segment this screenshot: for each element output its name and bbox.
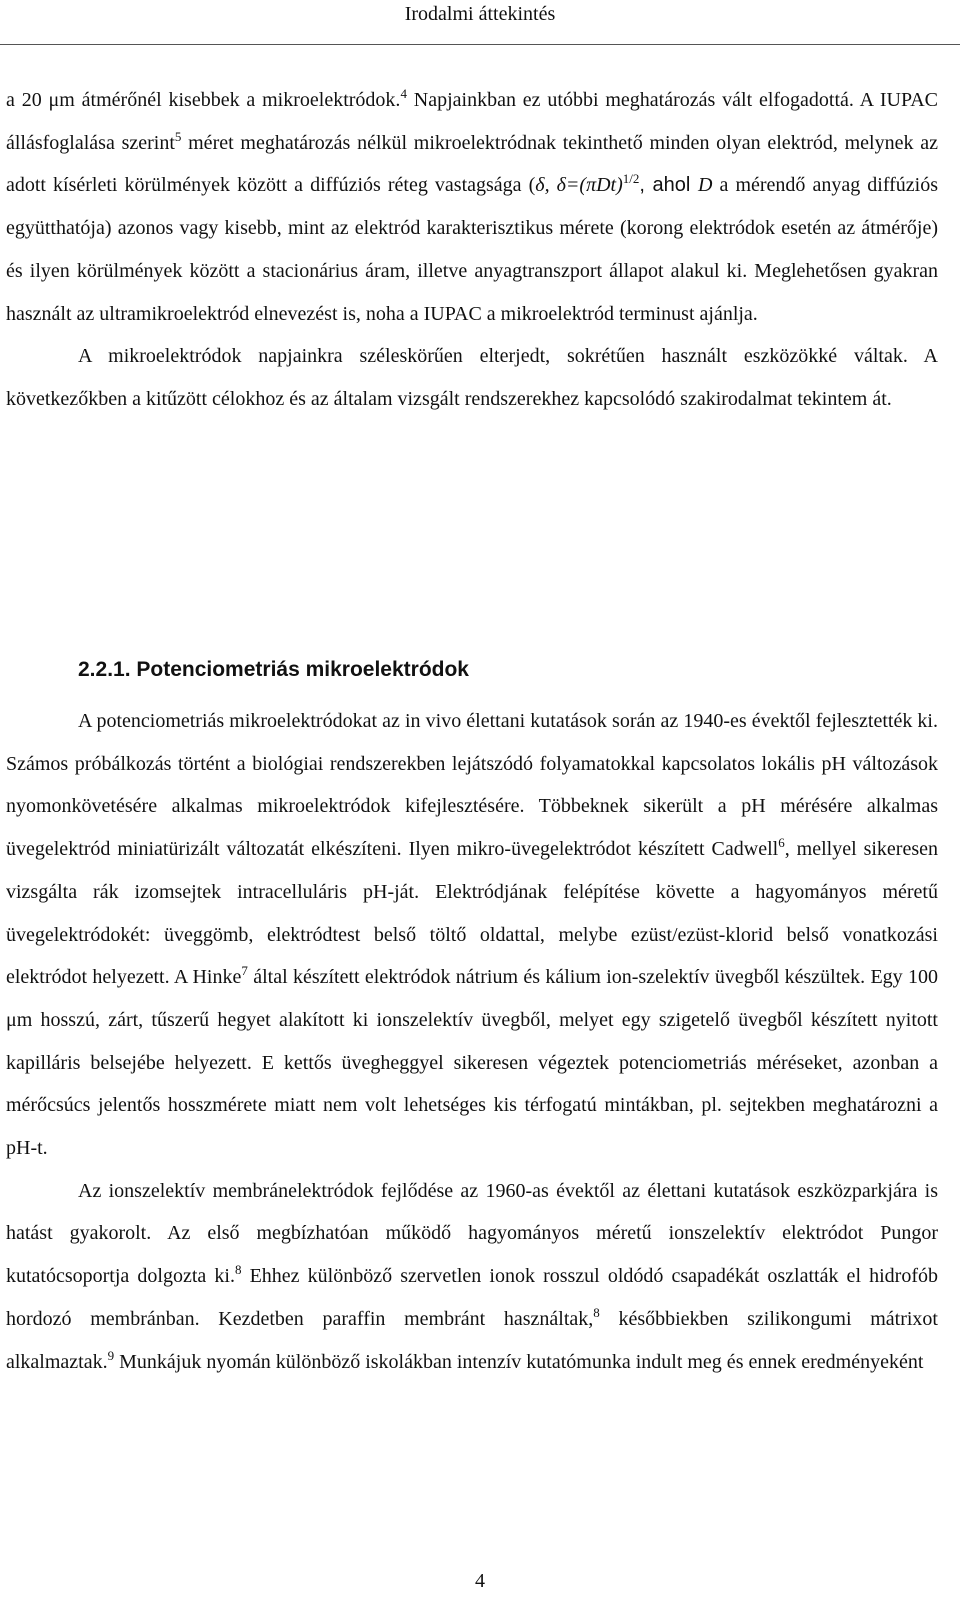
intro-paragraph-1: a 20 μm átmérőnél kisebbek a mikroelektródok.$^4$ Napjainkban ez utóbbi meghatározás vált elfogadottá. A IUPAC állásfoglalása szerint$^5$ méret meghatározás nélkül mikroelektródnak tekinthető minden olyan elektród, melynek az adott kísérleti körülmények között a diffúziós réteg vastagsága (δ, $\delta=(\pi Dt)^{1/2}$, ahol D a mérendő anyag diffúziós együtthatója) azonos vagy kisebb, mint az elektród karakterisztikus mérete (korong elektródok esetén az átmérője) és ilyen körülmények között a stacionárius áram, illetve anyagtranszport állapot alakul ki. Meglehetősen gyakran használt az ultramikroelektród elnevezést is, noha a IUPAC a mikroelektród terminust ajánlja.: [6, 86, 939, 325]
footnote-ref-8: 8: [234, 1262, 242, 1278]
diffusion-formula: δ, δ=(πDt): [535, 174, 623, 197]
intro-paragraph-2: A mikroelektródok napjainkra széleskörűen elterjedt, sokrétűen használt eszközökké váltak. A következőkben a kitűzött célokhoz és az általam vizsgált rendszerekhez kapcsolódó szakirodalmat tekintem át.: [6, 345, 938, 410]
section-paragraph-1: A potenciometriás mikroelektródokat az in vivo élettani kutatások során az 1940-es évektől fejlesztették ki. Számos próbálkozás történt a biológiai rendszerekben lejátszódó folyamatokkal kapcsolatos lokális pH változások nyomonkövetésére alkalmas mikroelektródok kifejlesztésére. Többeknek sikerült a pH mérésére alkalmas üvegelektród miniatürizált változatát elkészíteni. Ilyen mikro-üvegelektródot készített Cadwell$^6$, mellyel sikeresen vizsgálta rák izomsejtek intracelluláris pH-ját. Elektródjának felépítése követte a hagyományos méretű üvegelektródokét: üveggömb, elektródtest belső töltő oldattal, melybe ezüst/ezüst-klorid belső vonatkozási elektródot helyezett. A Hinke$^7$ által készített elektródok nátrium és kálium ion-szelektív üvegből készültek. Egy 100 μm hosszú, zárt, tűszerű hegyet alakított ki ionszelektív üvegből, melyet egy szigetelő üvegből készített nyitott kapilláris belsejébe helyezett. E kettős üvegheggyel sikeresen végeztek potenciometriás méréseket, azonban a mérőcsúcs jelentős hosszmérete miatt nem volt lehetséges kis térfogatú mintákban, pl. sejtekben meghatározni a pH-t.: [6, 710, 939, 1160]
footnote-ref-4: 4: [400, 86, 407, 101]
section-paragraph-2: Az ionszelektív membránelektródok fejlődése az 1960-as évektől az élettani kutatások eszközparkjára is hatást gyakorolt. Az első megbízhatóan működő hagyományos méretű ionszelektív elektródot Pungor kutatócsoportja dolgozta ki.$^8$ Ehhez különböző szervetlen ionok rosszul oldódó csapadékát oszlatták el hidrofób hordozó membránban. Kezdetben paraffin membránt használtak,$^8$ későbbiekben szilikongumi mátrixot alkalmaztak.$^9$ Munkájuk nyomán különböző iskolákban intenzív kutatómunka indult meg és ennek eredményeként: [6, 1179, 938, 1373]
footnote-ref-5: 5: [174, 128, 182, 144]
footnote-ref-7: 7: [241, 963, 248, 979]
diffusion-coefficient-symbol: D: [698, 174, 713, 197]
page-number: 4: [475, 1570, 485, 1592]
section-text: [6, 700, 938, 1383]
footnote-ref-6: 6: [778, 835, 785, 851]
footnote-ref-8-second: 8: [593, 1304, 600, 1320]
section-heading: 2.2.1. Potenciometriás mikroelektródok: [78, 658, 469, 681]
formula-exponent: 1/2: [622, 171, 640, 187]
footnote-ref-9: 9: [107, 1347, 115, 1363]
running-header: Irodalmi áttekintés: [404, 3, 556, 25]
intro-text: [6, 79, 938, 421]
header-rule: [0, 44, 960, 45]
